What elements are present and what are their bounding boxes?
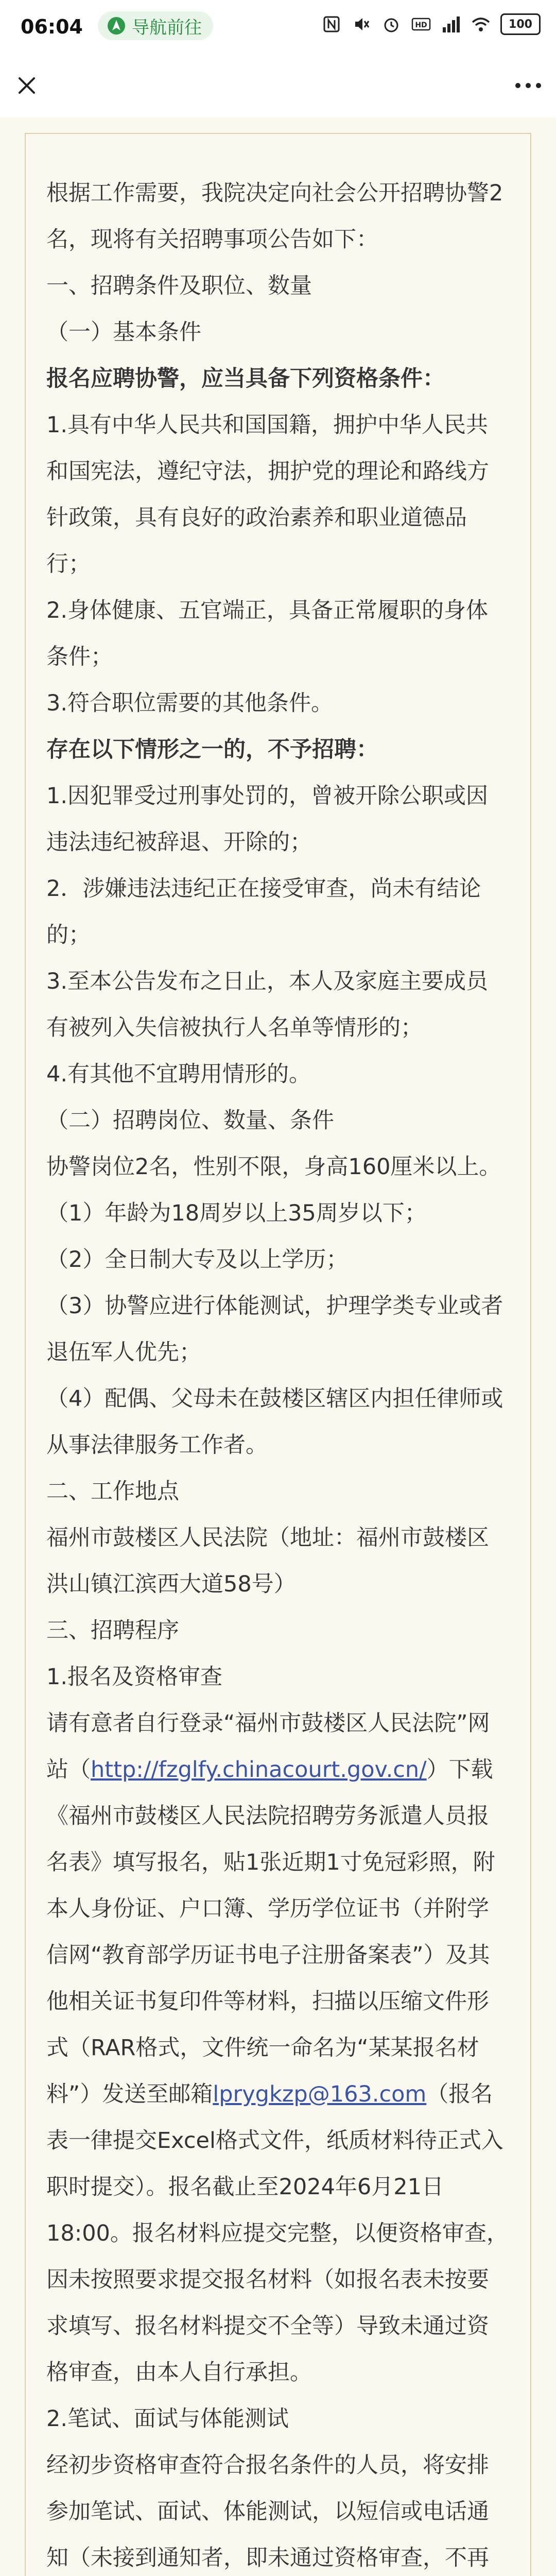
intro-paragraph: 根据工作需要，我院决定向社会公开招聘协警2名，现将有关招聘事项公告如下： xyxy=(46,180,503,252)
address-paragraph: 福州市鼓楼区人民法院（地址：福州市鼓楼区洪山镇江滨西大道58号） xyxy=(46,1525,489,1597)
more-button[interactable] xyxy=(512,69,545,102)
condition-item: （4）配偶、父母未在鼓楼区辖区内担任律师或从事法律服务工作者。 xyxy=(46,1386,503,1458)
close-button[interactable] xyxy=(10,69,43,102)
requirements-heading: 报名应聘协警，应当具备下列资格条件： xyxy=(46,366,445,392)
exclusion-item: 3.至本公告发布之日止，本人及家庭主要成员有被列入失信被执行人名单等情形的； xyxy=(46,969,489,1041)
step-paragraph: 经初步资格审查符合报名条件的人员，将安排参加笔试、面试、体能测试，以短信或电话通知（未接到通知者，即未通过资格审查，不再 xyxy=(46,2452,489,2571)
registration-text: 请有意者自行登录“福州市鼓楼区人民法院”网站（ xyxy=(46,1710,490,1783)
signal-icon xyxy=(441,14,461,35)
nfc-icon xyxy=(321,14,342,35)
requirement-item: 2.身体健康、五官端正，具备正常履职的身体条件； xyxy=(46,598,489,670)
article-frame xyxy=(25,133,531,2576)
requirement-item: 3.符合职位需要的其他条件。 xyxy=(46,690,334,716)
svg-text:HD: HD xyxy=(415,21,427,29)
status-icons xyxy=(321,13,541,35)
step-heading: 2.笔试、面试与体能测试 xyxy=(46,2406,289,2432)
more-dots-icon xyxy=(514,80,543,91)
navigation-label: 导航前往 xyxy=(132,17,202,38)
status-time: 06:04 xyxy=(21,15,83,38)
section-heading: 三、招聘程序 xyxy=(46,1618,179,1643)
content-area xyxy=(0,117,556,2576)
close-icon xyxy=(15,74,38,97)
mute-icon xyxy=(351,14,372,35)
requirement-item: 1.具有中华人民共和国国籍，拥护中华人民共和国宪法，遵纪守法，拥护党的理论和路线方针政策，具有良好的政治素养和职业道德品行； xyxy=(46,412,489,577)
status-bar xyxy=(0,0,556,57)
article-body xyxy=(46,170,510,2576)
navigation-pill[interactable] xyxy=(98,11,213,40)
registration-paragraph xyxy=(46,1700,510,2396)
exclusion-heading: 存在以下情形之一的，不予招聘： xyxy=(46,737,378,762)
exclusion-item: 2．涉嫌违法违纪正在接受审查，尚未有结论的； xyxy=(46,876,481,948)
exclusion-item: 1.因犯罪受过刑事处罚的，曾被开除公职或因违法违纪被辞退、开除的； xyxy=(46,783,489,855)
email-link[interactable]: lprygkzp@163.com xyxy=(213,2081,427,2107)
navigation-arrow-icon xyxy=(106,15,127,36)
hd-icon xyxy=(411,14,431,35)
battery-indicator: 100 xyxy=(500,13,541,35)
step-heading: 1.报名及资格审查 xyxy=(46,1664,223,1690)
alarm-icon xyxy=(381,14,402,35)
section-heading: 一、招聘条件及职位、数量 xyxy=(46,273,312,299)
wifi-icon xyxy=(471,14,491,35)
exclusion-item: 4.有其他不宜聘用情形的。 xyxy=(46,1061,311,1087)
registration-text: ）下载《福州市鼓楼区人民法院招聘劳务派遣人员报名表》填写报名，贴1张近期1寸免冠彩照，附本人身份证、户口簿、学历学位证书（并附学信网“教育部学历证书电子注册备案表”）及其他相关证书复印件等材料，扫描以压缩文件形式（RAR格式，文件统一命名为“某某报名材料”）发送至邮箱 xyxy=(46,1757,495,2107)
section-heading: 二、工作地点 xyxy=(46,1479,179,1504)
registration-text: （报名表一律提交Excel格式文件，纸质材料待正式入职时提交）。报名截止至2024年6月21日18:00。报名材料应提交完整，以便资格审查，因未按照要求提交报名材料（如报名表未按要求填写、报名材料提交不全等）导致未通过资格审查，由本人自行承担。 xyxy=(46,2081,509,2385)
position-paragraph: 协警岗位2名，性别不限，身高160厘米以上。 xyxy=(46,1154,501,1180)
condition-item: （1）年龄为18周岁以上35周岁以下； xyxy=(46,1200,427,1226)
condition-item: （2）全日制大专及以上学历； xyxy=(46,1247,349,1273)
condition-item: （3）协警应进行体能测试，护理学类专业或者退伍军人优先； xyxy=(46,1293,503,1365)
subsection-heading: （一）基本条件 xyxy=(46,319,201,345)
top-bar xyxy=(0,57,556,113)
subsection-heading: （二）招聘岗位、数量、条件 xyxy=(46,1108,334,1133)
court-website-link[interactable]: http://fzglfy.chinacourt.gov.cn/ xyxy=(91,1757,427,1783)
